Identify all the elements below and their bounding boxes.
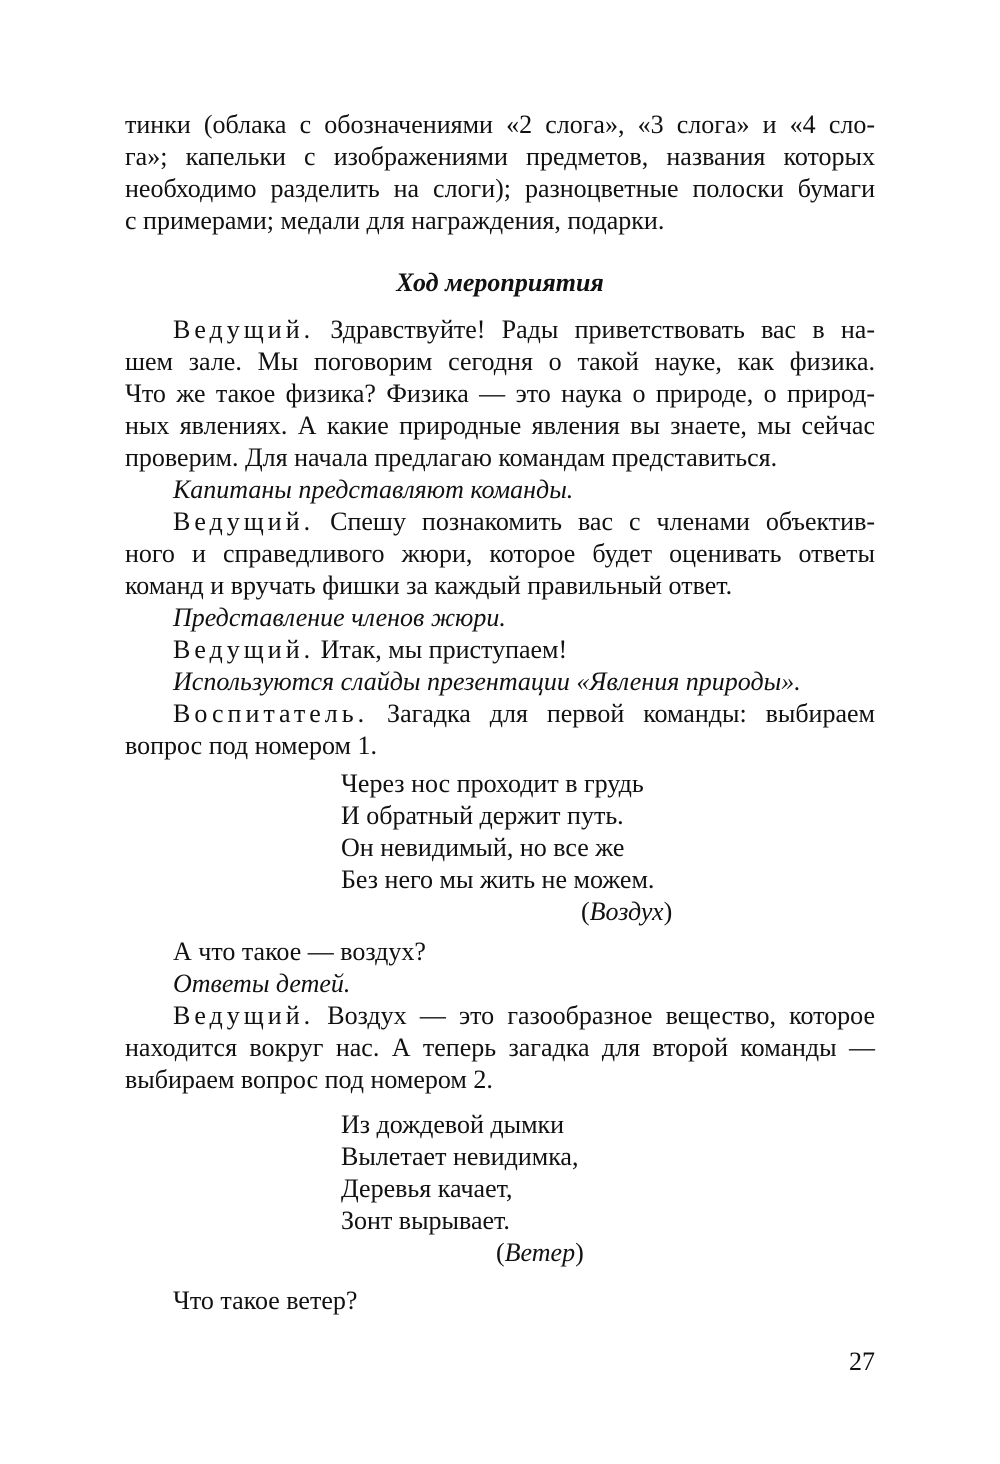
stage-direction: Ответы детей.: [173, 969, 351, 998]
riddle-verse-2: [341, 1109, 741, 1269]
text-line: [125, 1000, 875, 1032]
text-line: [125, 698, 875, 730]
verse-line: И обратный держит путь.: [341, 801, 624, 830]
paragraph-host-greeting: [125, 314, 875, 506]
riddle-verse-1: [341, 768, 741, 928]
verse-line: Через нос проходит в грудь: [341, 769, 644, 798]
text-line: ных явлениях. А какие природные явления вы знаете, мы сейчас: [125, 411, 875, 440]
text-line: шем зале. Мы поговорим сегодня о такой науке, как физика.: [125, 347, 875, 376]
verse-line: Зонт вырывает.: [341, 1206, 510, 1235]
speech-text: Здравствуйте! Рады приветствовать вас в на-: [314, 315, 875, 344]
text-line: необходимо разделить на слоги); разноцветные полоски бумаги: [125, 174, 875, 203]
verse-line: Деревья качает,: [341, 1174, 513, 1203]
stage-direction: Используются слайды презентации «Явления природы».: [173, 667, 801, 696]
text-line: вопрос под номером 1.: [125, 731, 377, 760]
speaker-label: Ведущий.: [173, 315, 315, 344]
text-line: проверим. Для начала предлагаю командам представиться.: [125, 443, 778, 472]
speech-text: Воздух — это газообразное вещество, которое: [314, 1001, 875, 1030]
speaker-label: Ведущий.: [173, 1001, 315, 1030]
verse-line: Из дождевой дымки: [341, 1110, 565, 1139]
page-number: 27: [849, 1347, 875, 1376]
text-line: команд и вручать фишки за каждый правильный ответ.: [125, 571, 733, 600]
text-line: тинки (облака с обозначениями «2 слога», «3 слога» и «4 сло-: [125, 110, 875, 139]
paragraph-air: [125, 936, 875, 1096]
riddle-answer: (Ветер): [496, 1238, 584, 1267]
text-line: [125, 314, 875, 346]
text-line: Что же такое физика? Физика — это наука о природе, о природ-: [125, 379, 875, 408]
paragraph-wind: [125, 1285, 875, 1317]
intro-paragraph: [125, 109, 875, 237]
riddle-answer: (Воздух): [581, 897, 673, 926]
speaker-label: Ведущий.: [173, 635, 315, 664]
text-line: находится вокруг нас. А теперь загадка для второй команды —: [125, 1033, 875, 1062]
speaker-label: Ведущий.: [173, 507, 315, 536]
text-line: с примерами; медали для награждения, подарки.: [125, 206, 665, 235]
speech-text: Спешу познакомить вас с членами объектив-: [314, 507, 875, 536]
verse-line: Он невидимый, но все же: [341, 833, 625, 862]
speech-text: Загадка для первой команды: выбираем: [368, 699, 875, 728]
text-line: [125, 506, 875, 538]
verse-line: Вылетает невидимка,: [341, 1142, 579, 1171]
text-line: А что такое — воздух?: [173, 937, 426, 966]
text-line: Что такое ветер?: [173, 1286, 358, 1315]
stage-direction: Капитаны представляют команды.: [173, 475, 574, 504]
text-line: выбираем вопрос под номером 2.: [125, 1065, 493, 1094]
section-heading: Ход мероприятия: [396, 268, 604, 297]
paragraph-host-jury: [125, 506, 875, 762]
text-line: га»; капельки с изображениями предметов, названия которых: [125, 142, 875, 171]
speech-text: Итак, мы приступаем!: [314, 635, 568, 664]
stage-direction: Представление членов жюри.: [173, 603, 506, 632]
text-line: ного и справедливого жюри, которое будет оценивать ответы: [125, 539, 875, 568]
speaker-label: Воспитатель.: [173, 699, 369, 728]
text-line: [125, 634, 875, 666]
verse-line: Без него мы жить не можем.: [341, 865, 655, 894]
